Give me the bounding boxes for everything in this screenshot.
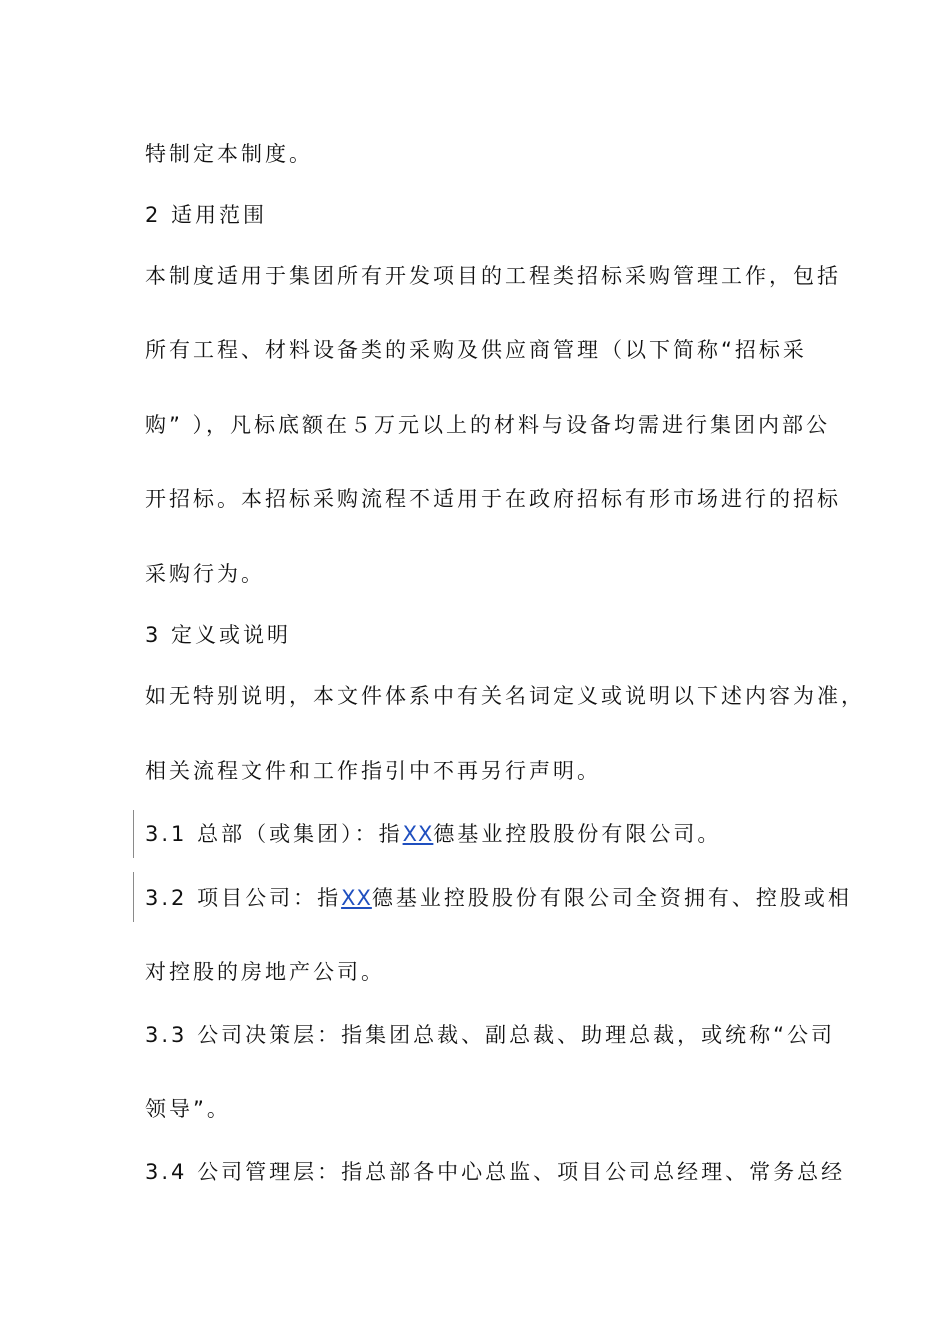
revision-bar <box>133 872 134 922</box>
definition-text: 德基业控股股份有限公司全资拥有、控股或相 <box>371 886 852 910</box>
definition-text: 3.2 项目公司：指 <box>145 886 342 910</box>
definition-3-1 <box>145 820 721 848</box>
paragraph-line: 相关流程文件和工作指引中不再另行声明。 <box>145 759 601 783</box>
definition-text: 德基业控股股份有限公司。 <box>433 822 722 846</box>
paragraph-line: 所有工程、材料设备类的采购及供应商管理（以下简称“招标采 <box>145 338 807 362</box>
definition-text: 3.1 总部（或集团）：指 <box>145 822 403 846</box>
company-link[interactable]: XX <box>341 886 372 910</box>
paragraph-line: 开招标。本招标采购流程不适用于在政府招标有形市场进行的招标 <box>145 487 841 511</box>
paragraph-line: 采购行为。 <box>145 562 265 586</box>
section-heading-definitions: 3 定义或说明 <box>145 623 292 647</box>
definition-3-4: 3.4 公司管理层：指总部各中心总监、项目公司总经理、常务总经 <box>145 1160 846 1184</box>
paragraph-line: 特制定本制度。 <box>145 142 313 166</box>
paragraph-line: 领导”。 <box>145 1097 231 1121</box>
revision-bar <box>133 810 134 858</box>
paragraph-line: 如无特别说明，本文件体系中有关名词定义或说明以下述内容为准， <box>145 684 865 708</box>
paragraph-line: 本制度适用于集团所有开发项目的工程类招标采购管理工作，包括 <box>145 264 841 288</box>
company-link[interactable]: XX <box>402 822 434 846</box>
definition-3-2 <box>145 884 852 912</box>
section-heading-scope: 2 适用范围 <box>145 203 268 227</box>
definition-3-3: 3.3 公司决策层：指集团总裁、副总裁、助理总裁，或统称“公司 <box>145 1023 835 1047</box>
paragraph-line: 购” ），凡标底额在５万元以上的材料与设备均需进行集团内部公 <box>145 413 831 437</box>
paragraph-line: 对控股的房地产公司。 <box>145 960 385 984</box>
